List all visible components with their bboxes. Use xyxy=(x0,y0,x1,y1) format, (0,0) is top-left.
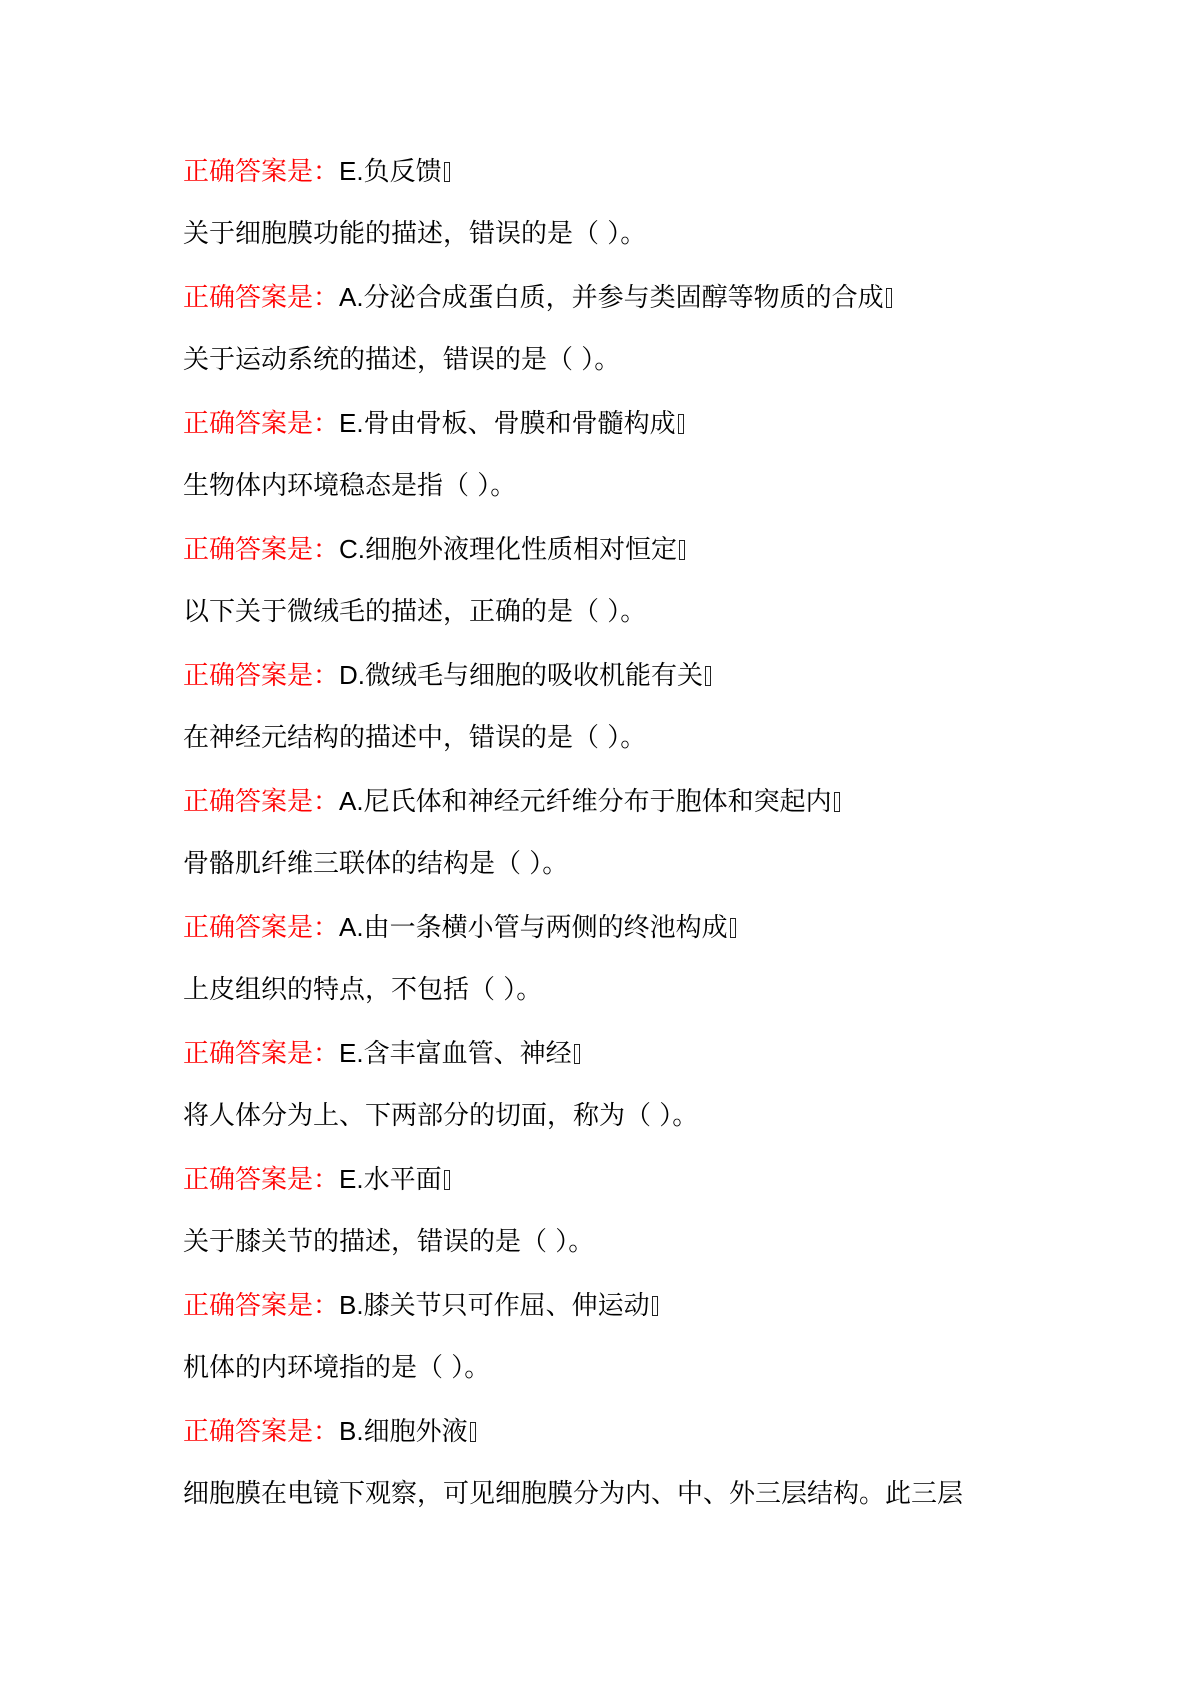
answer-label: 正确答案是： xyxy=(183,157,340,187)
line-end-marker xyxy=(470,1422,476,1442)
answer-text: 细胞外液 xyxy=(363,1417,468,1447)
answer-label: 正确答案是： xyxy=(183,1165,340,1195)
question-line xyxy=(183,461,1043,524)
answer-label: 正确答案是： xyxy=(183,409,340,439)
answer-label: 正确答案是： xyxy=(183,913,340,943)
question-line xyxy=(183,335,1043,398)
question-text: 骨骼肌纤维三联体的结构是（ ）。 xyxy=(183,849,569,879)
answer-option: A. xyxy=(339,912,364,942)
answer-option: B. xyxy=(339,1416,364,1446)
line-end-marker xyxy=(444,1170,450,1190)
answer-text: 含丰富血管、神经 xyxy=(363,1039,572,1069)
answer-line xyxy=(183,1280,1043,1343)
question-line xyxy=(183,1217,1043,1280)
question-line xyxy=(183,1469,1043,1532)
question-line xyxy=(183,209,1043,272)
question-text: 关于细胞膜功能的描述，错误的是（ ）。 xyxy=(183,219,647,249)
question-text: 上皮组织的特点，不包括（ ）。 xyxy=(183,975,543,1005)
answer-line xyxy=(183,146,1043,209)
line-end-marker xyxy=(679,540,685,560)
line-end-marker xyxy=(652,1296,658,1316)
answer-option: A. xyxy=(339,282,364,312)
line-end-marker xyxy=(444,162,450,182)
answer-option: E. xyxy=(339,1164,364,1194)
answer-line xyxy=(183,650,1043,713)
answer-option: C. xyxy=(339,534,366,564)
answer-option: E. xyxy=(339,1038,364,1068)
answer-label: 正确答案是： xyxy=(183,1417,340,1447)
question-text: 以下关于微绒毛的描述，正确的是（ ）。 xyxy=(183,597,647,627)
question-line xyxy=(183,839,1043,902)
answer-line xyxy=(183,1154,1043,1217)
answer-option: E. xyxy=(339,156,364,186)
question-text: 在神经元结构的描述中，错误的是（ ）。 xyxy=(183,723,647,753)
answer-text: 分泌合成蛋白质，并参与类固醇等物质的合成 xyxy=(363,283,884,313)
question-line xyxy=(183,1091,1043,1154)
question-line xyxy=(183,587,1043,650)
question-text: 关于膝关节的描述，错误的是（ ）。 xyxy=(183,1227,595,1257)
answer-label: 正确答案是： xyxy=(183,661,340,691)
answer-label: 正确答案是： xyxy=(183,1039,340,1069)
answer-option: D. xyxy=(339,660,366,690)
answer-line xyxy=(183,1406,1043,1469)
question-line xyxy=(183,965,1043,1028)
question-line xyxy=(183,1343,1043,1406)
answer-label: 正确答案是： xyxy=(183,283,340,313)
qa-list xyxy=(183,146,1043,1532)
line-end-marker xyxy=(886,288,892,308)
line-end-marker xyxy=(705,666,711,686)
answer-text: 水平面 xyxy=(363,1165,442,1195)
answer-text: 负反馈 xyxy=(363,157,442,187)
answer-text: 微绒毛与细胞的吸收机能有关 xyxy=(365,661,704,691)
answer-option: E. xyxy=(339,408,364,438)
answer-option: B. xyxy=(339,1290,364,1320)
answer-text: 膝关节只可作屈、伸运动 xyxy=(363,1291,650,1321)
answer-line xyxy=(183,776,1043,839)
question-text: 将人体分为上、下两部分的切面，称为（ ）。 xyxy=(183,1101,699,1131)
question-text: 机体的内环境指的是（ ）。 xyxy=(183,1353,491,1383)
answer-option: A. xyxy=(339,786,364,816)
answer-text: 尼氏体和神经元纤维分布于胞体和突起内 xyxy=(363,787,832,817)
answer-line xyxy=(183,398,1043,461)
line-end-marker xyxy=(574,1044,580,1064)
answer-line xyxy=(183,902,1043,965)
answer-text: 骨由骨板、骨膜和骨髓构成 xyxy=(363,409,676,439)
line-end-marker xyxy=(678,414,684,434)
answer-label: 正确答案是： xyxy=(183,1291,340,1321)
answer-line xyxy=(183,272,1043,335)
line-end-marker xyxy=(834,792,840,812)
line-end-marker xyxy=(730,918,736,938)
answer-label: 正确答案是： xyxy=(183,535,340,565)
answer-line xyxy=(183,524,1043,587)
answer-text: 细胞外液理化性质相对恒定 xyxy=(365,535,678,565)
question-text: 生物体内环境稳态是指（ ）。 xyxy=(183,471,517,501)
answer-label: 正确答案是： xyxy=(183,787,340,817)
answer-line xyxy=(183,1028,1043,1091)
answer-text: 由一条横小管与两侧的终池构成 xyxy=(363,913,728,943)
question-text: 关于运动系统的描述，错误的是（ ）。 xyxy=(183,345,621,375)
question-text: 细胞膜在电镜下观察，可见细胞膜分为内、中、外三层结构。此三层 xyxy=(183,1479,964,1509)
question-line xyxy=(183,713,1043,776)
